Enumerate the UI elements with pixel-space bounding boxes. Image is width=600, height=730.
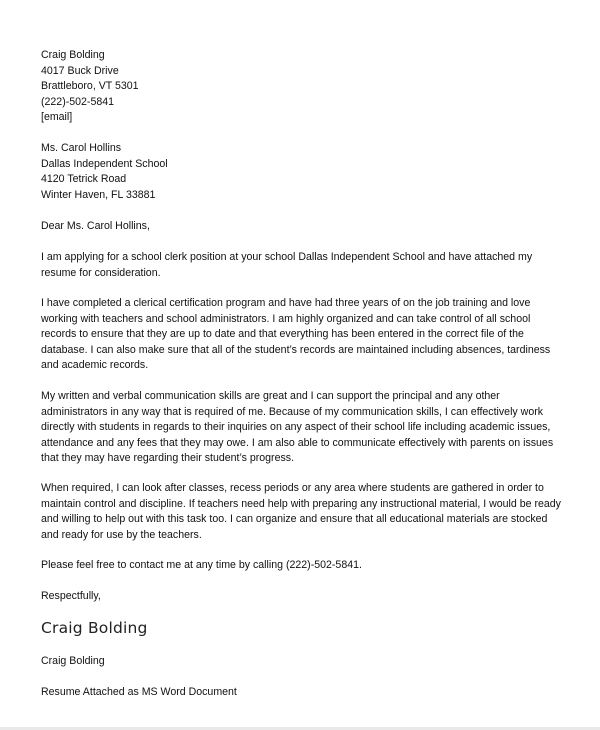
paragraph-3 bbox=[41, 389, 561, 467]
paragraph-line: and willing to help out with this task too. I can organize and ensure that all educational materials are stocked bbox=[41, 513, 548, 525]
sender-phone: (222)-502-5841 bbox=[41, 95, 115, 108]
attachment-note bbox=[41, 685, 561, 701]
closing-text: Respectfully, bbox=[41, 590, 101, 602]
paragraph-line: attendance and any fees that they may owe. I am also able to communicate effectively with parents on issues bbox=[41, 436, 554, 449]
recipient-org: Dallas Independent School bbox=[41, 157, 168, 170]
paragraph-line: and ready for use by the teachers. bbox=[41, 528, 202, 541]
paragraph-2 bbox=[41, 296, 561, 374]
paragraph-line: and academic records. bbox=[41, 359, 149, 371]
paragraph-line: records to ensure that they are up to date and that everything has been entered in the correct file of the bbox=[41, 328, 524, 340]
sender-email: [email] bbox=[41, 111, 73, 123]
sender-city: Brattleboro, VT 5301 bbox=[41, 80, 139, 92]
sender-name: Craig Bolding bbox=[41, 49, 105, 61]
closing bbox=[41, 589, 561, 605]
paragraph-5 bbox=[41, 558, 561, 574]
salutation bbox=[41, 219, 561, 235]
paragraph-line: that they may have regarding their student’s progress. bbox=[41, 452, 295, 464]
paragraph-line: maintain control and discipline. If teachers need help with preparing any instructional material, I would be ready bbox=[41, 497, 561, 510]
recipient-block bbox=[41, 141, 561, 203]
paragraph-line: I am applying for a school clerk position at your school Dallas Independent School and have attached my bbox=[41, 251, 533, 263]
paragraph-line: When required, I can look after classes, recess periods or any area where students are gathered in order to bbox=[41, 482, 544, 494]
paragraph-line: administrators in any way that is required of me. Because of my communication skills, I can effectively work bbox=[41, 405, 544, 418]
attachment-note-text: Resume Attached as MS Word Document bbox=[41, 686, 237, 698]
sender-address: 4017 Buck Drive bbox=[41, 64, 119, 77]
paragraph-line: I have completed a clerical certification program and have had three years of on the job training and love bbox=[41, 297, 531, 309]
recipient-city: Winter Haven, FL 33881 bbox=[41, 188, 156, 201]
sender-block bbox=[41, 48, 561, 126]
recipient-name: Ms. Carol Hollins bbox=[41, 142, 122, 154]
paragraph-line: directly with students in regards to their inquiries on any aspect of their school life including academic issues, bbox=[41, 421, 551, 433]
salutation-text: Dear Ms. Carol Hollins, bbox=[41, 220, 150, 232]
paragraph-line: database. I can also make sure that all of the student’s records are maintained including absences, tardiness bbox=[41, 343, 551, 356]
paragraph-line: My written and verbal communication skills are great and I can support the principal and any other bbox=[41, 390, 500, 402]
paragraph-4 bbox=[41, 481, 561, 543]
paragraph-1 bbox=[41, 250, 561, 281]
recipient-address: 4120 Tetrick Road bbox=[41, 173, 127, 185]
signature: Craig Bolding bbox=[41, 619, 148, 637]
paragraph-line: working with teachers and school administrators. I am highly organized and can take control of all school bbox=[41, 312, 531, 325]
printed-name-text: Craig Bolding bbox=[41, 655, 105, 667]
printed-name bbox=[41, 654, 561, 670]
paragraph-line: resume for consideration. bbox=[41, 266, 161, 279]
paragraph-line: Please feel free to contact me at any time by calling (222)-502-5841. bbox=[41, 559, 362, 571]
